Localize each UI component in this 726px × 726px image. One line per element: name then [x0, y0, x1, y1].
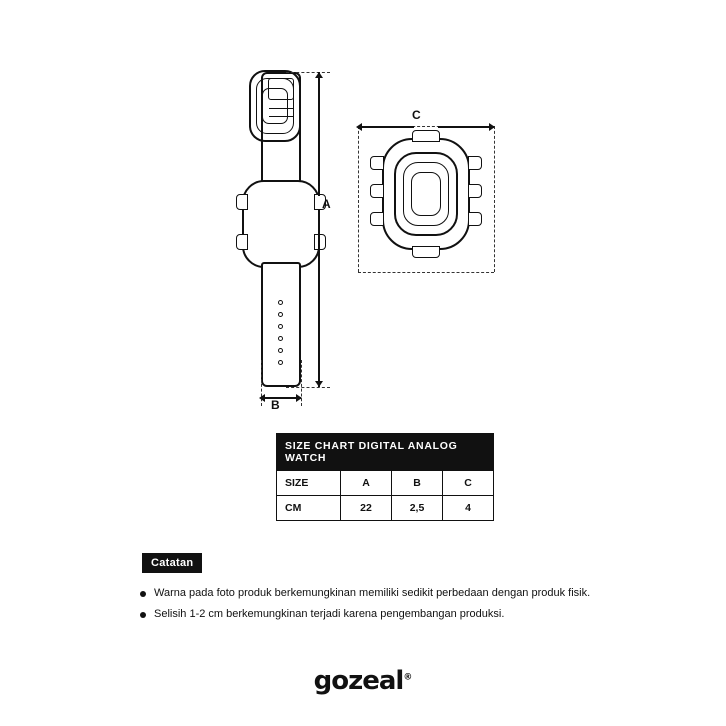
table-row — [277, 496, 494, 521]
case-dial-inner — [411, 172, 441, 216]
dim-c-arrow-right — [489, 123, 495, 131]
note-text: Selisih 1-2 cm berkemungkinan terjadi karena pengembangan produksi. — [154, 608, 505, 620]
size-chart-value-c: 4 — [443, 496, 494, 521]
dim-c-guide-right — [494, 126, 495, 272]
strap-hole-4 — [278, 336, 283, 341]
size-chart-value-a: 22 — [341, 496, 392, 521]
size-chart-unit: CM — [277, 496, 341, 521]
size-chart-header-a: A — [341, 471, 392, 496]
size-chart-table — [276, 433, 494, 521]
case-pusher-right-2 — [468, 184, 482, 198]
watch-pusher-right-bottom — [314, 234, 326, 250]
strap-hole-3 — [278, 324, 283, 329]
dim-a-guide-bottom — [286, 387, 330, 388]
dim-a-line-lower — [318, 222, 320, 387]
case-pusher-right-1 — [468, 156, 482, 170]
size-chart-header-c: C — [443, 471, 494, 496]
dim-c-guide-left — [358, 126, 359, 272]
dim-b-arrow-right — [296, 394, 302, 402]
watch-case-view-illustration — [368, 130, 484, 258]
brand-logo — [0, 666, 726, 696]
notes-list — [140, 578, 600, 620]
case-lug-bottom — [412, 246, 440, 258]
bullet-icon — [140, 612, 146, 618]
brand-name: gozeal — [313, 666, 404, 696]
dim-b-line — [261, 397, 301, 399]
strap-hole-6 — [278, 360, 283, 365]
dim-a-arrow-top — [315, 72, 323, 78]
watch-pusher-left-top — [236, 194, 248, 210]
case-pusher-right-3 — [468, 212, 482, 226]
dim-a-arrow-bottom — [315, 381, 323, 387]
size-chart-header-size: SIZE — [277, 471, 341, 496]
dim-c-line-right — [438, 126, 494, 128]
case-pusher-left-3 — [370, 212, 384, 226]
strap-hole-2 — [278, 312, 283, 317]
size-chart-header-row — [277, 471, 494, 496]
note-text: Warna pada foto produk berkemungkinan memiliki sedikit perbedaan dengan produk fisik. — [154, 587, 591, 599]
dim-b-arrow-left — [259, 394, 265, 402]
bullet-icon — [140, 591, 146, 597]
case-pusher-left-1 — [370, 156, 384, 170]
dim-a-line-upper — [318, 72, 320, 196]
dim-label-a: A — [322, 197, 332, 211]
watch-pusher-left-bottom — [236, 234, 248, 250]
list-item — [140, 587, 600, 599]
trademark-icon: ® — [403, 672, 413, 683]
dim-a-guide-top — [286, 72, 330, 73]
watch-case-front — [242, 180, 320, 268]
dim-c-arrow-left — [356, 123, 362, 131]
dim-label-c: C — [412, 108, 422, 122]
dim-c-guide-bottom — [358, 272, 494, 273]
watch-dial-inner-front — [262, 88, 288, 124]
size-chart-value-b: 2,5 — [392, 496, 443, 521]
notes-badge: Catatan — [142, 553, 202, 573]
dim-label-b: B — [271, 398, 281, 412]
size-chart-title-row — [277, 434, 494, 471]
watch-front-view-illustration — [236, 62, 326, 392]
dim-c-line-left — [358, 126, 414, 128]
size-chart-header-b: B — [392, 471, 443, 496]
strap-hole-1 — [278, 300, 283, 305]
case-lug-top — [412, 130, 440, 142]
case-pusher-left-2 — [370, 184, 384, 198]
list-item — [140, 608, 600, 620]
size-chart-title: SIZE CHART DIGITAL ANALOG WATCH — [277, 434, 494, 471]
strap-hole-5 — [278, 348, 283, 353]
